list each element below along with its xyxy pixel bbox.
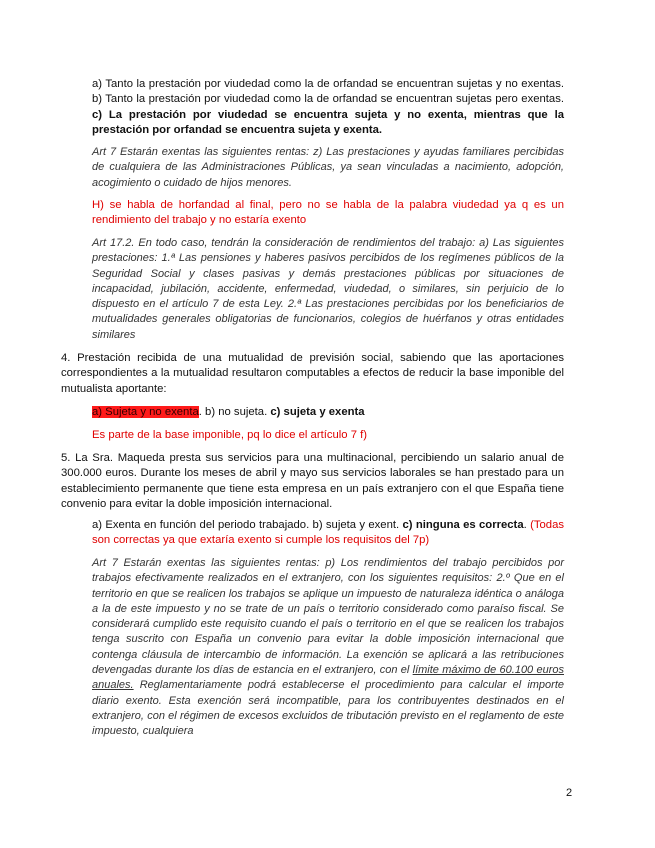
q5-correct-answer: c) ninguna es correcta [402, 519, 524, 531]
q3-legal-art7: Art 7 Estarán exentas las siguientes rentas: z) Las prestaciones y ayudas familiares percibidas de cualquiera de las Administraciones Públicas, ya sean vinculadas a nacimiento, adopción, acogimiento o cuidado de hijos menores. [92, 146, 564, 189]
q5-comment: (Todas son correctas ya que extaría exento si cumple los requisitos del 7p) [92, 519, 565, 547]
q4-answer-options [92, 405, 564, 420]
q5-question: 5. La Sra. Maqueda presta sus servicios para una multinacional, percibiendo un salario anual de 300.000 euros. Durante los meses de abril y mayo sus servicios laborales se han prestado para un establecimiento permanente que tiene esta empresa en un país extranjero con el que España tiene convenio para evitar la doble imposición internacional. [61, 452, 564, 510]
q4-question: 4. Prestación recibida de una mutualidad de previsión social, sabiendo que las aportaciones correspondientes a la mutualidad resultaron computables a efectos de reducir la base imponible del mutualista aportante: [61, 352, 564, 395]
q4-comment: Es parte de la base imponible, pq lo dice el artículo 7 f) [92, 429, 368, 441]
q3-answer-options [92, 77, 564, 138]
q5-legal-art7 [92, 556, 564, 740]
q5-answer-options [92, 518, 564, 549]
q3-correct-answer: c) La prestación por viudedad se encuentra sujeta y no exenta, mientras que la prestación por orfandad se encuentra sujeta y exenta. [92, 108, 564, 136]
q3-comment: H) se habla de horfandad al final, pero no se habla de la palabra viudedad ya q es un rendimiento del trabajo y no estaría exento [92, 199, 564, 227]
page-number: 2 [566, 787, 573, 799]
q5-legal-part2: Reglamentariamente podrá establecerse el procedimiento para calcular el importe diario exento. Esta exención será incompatible, para los contribuyentes destinados en el extranjero, con el régimen de excesos excluidos de tributación previsto en el reglamento de este impuesto, cualquiera [92, 679, 564, 738]
q5-options-text: a) Exenta en función del periodo trabajado. b) sujeta y exent. [92, 519, 403, 531]
q4-option-a-highlighted: a) Sujeta y no exenta [92, 406, 199, 418]
q4-option-b: . b) no sujeta. [198, 406, 271, 418]
q5-legal-part1: Art 7 Estarán exentas las siguientes rentas: p) Los rendimientos del trabajo percibidos por trabajos efectivamente realizados en el extranjero, con los siguientes requisitos: 2.º Que en el territorio en que se realicen los trabajos se aplique un impuesto de naturaleza idéntica o análoga a la de este impuesto y no se trate de un país o territorio considerado como paraíso fiscal. Se considerará cumplido este requisito cuando el país o territorio en el que se realicen los trabajos tenga suscrito con España un convenio para evitar la doble imposición internacional que contenga cláusula de intercambio de información. La exención se aplicará a las retribuciones devengadas durante los días de estancia en el extranjero, con el [92, 557, 564, 677]
q4-option-c: c) sujeta y exenta [270, 406, 365, 418]
q5-dot: . [523, 519, 531, 531]
q3-legal-art17: Art 17.2. En todo caso, tendrán la consideración de rendimientos del trabajo: a) Las siguientes prestaciones: 1.ª Las pensiones y haberes pasivos percibidos de los regímenes públicos de la Seguridad Social y clases pasivas y demás prestaciones públicas por situaciones de incapacidad, jubilación, accidente, enfermedad, viudedad, o similares, sin perjuicio de lo dispuesto en el artículo 7 de esta Ley. 2.ª Las prestaciones percibidas por los beneficiarios de mutualidades generales obligatorias de funcionarios, colegios de huérfanos y otras entidades similares [92, 237, 564, 341]
q3-options-text: a) Tanto la prestación por viudedad como la de orfandad se encuentran sujetas y no exentas. b) Tanto la prestación por viudedad como la de orfandad se encuentran sujetas pero exentas. [92, 78, 564, 106]
q5-legal-underlined: límite máximo de 60.100 euros anuales. [92, 664, 564, 692]
